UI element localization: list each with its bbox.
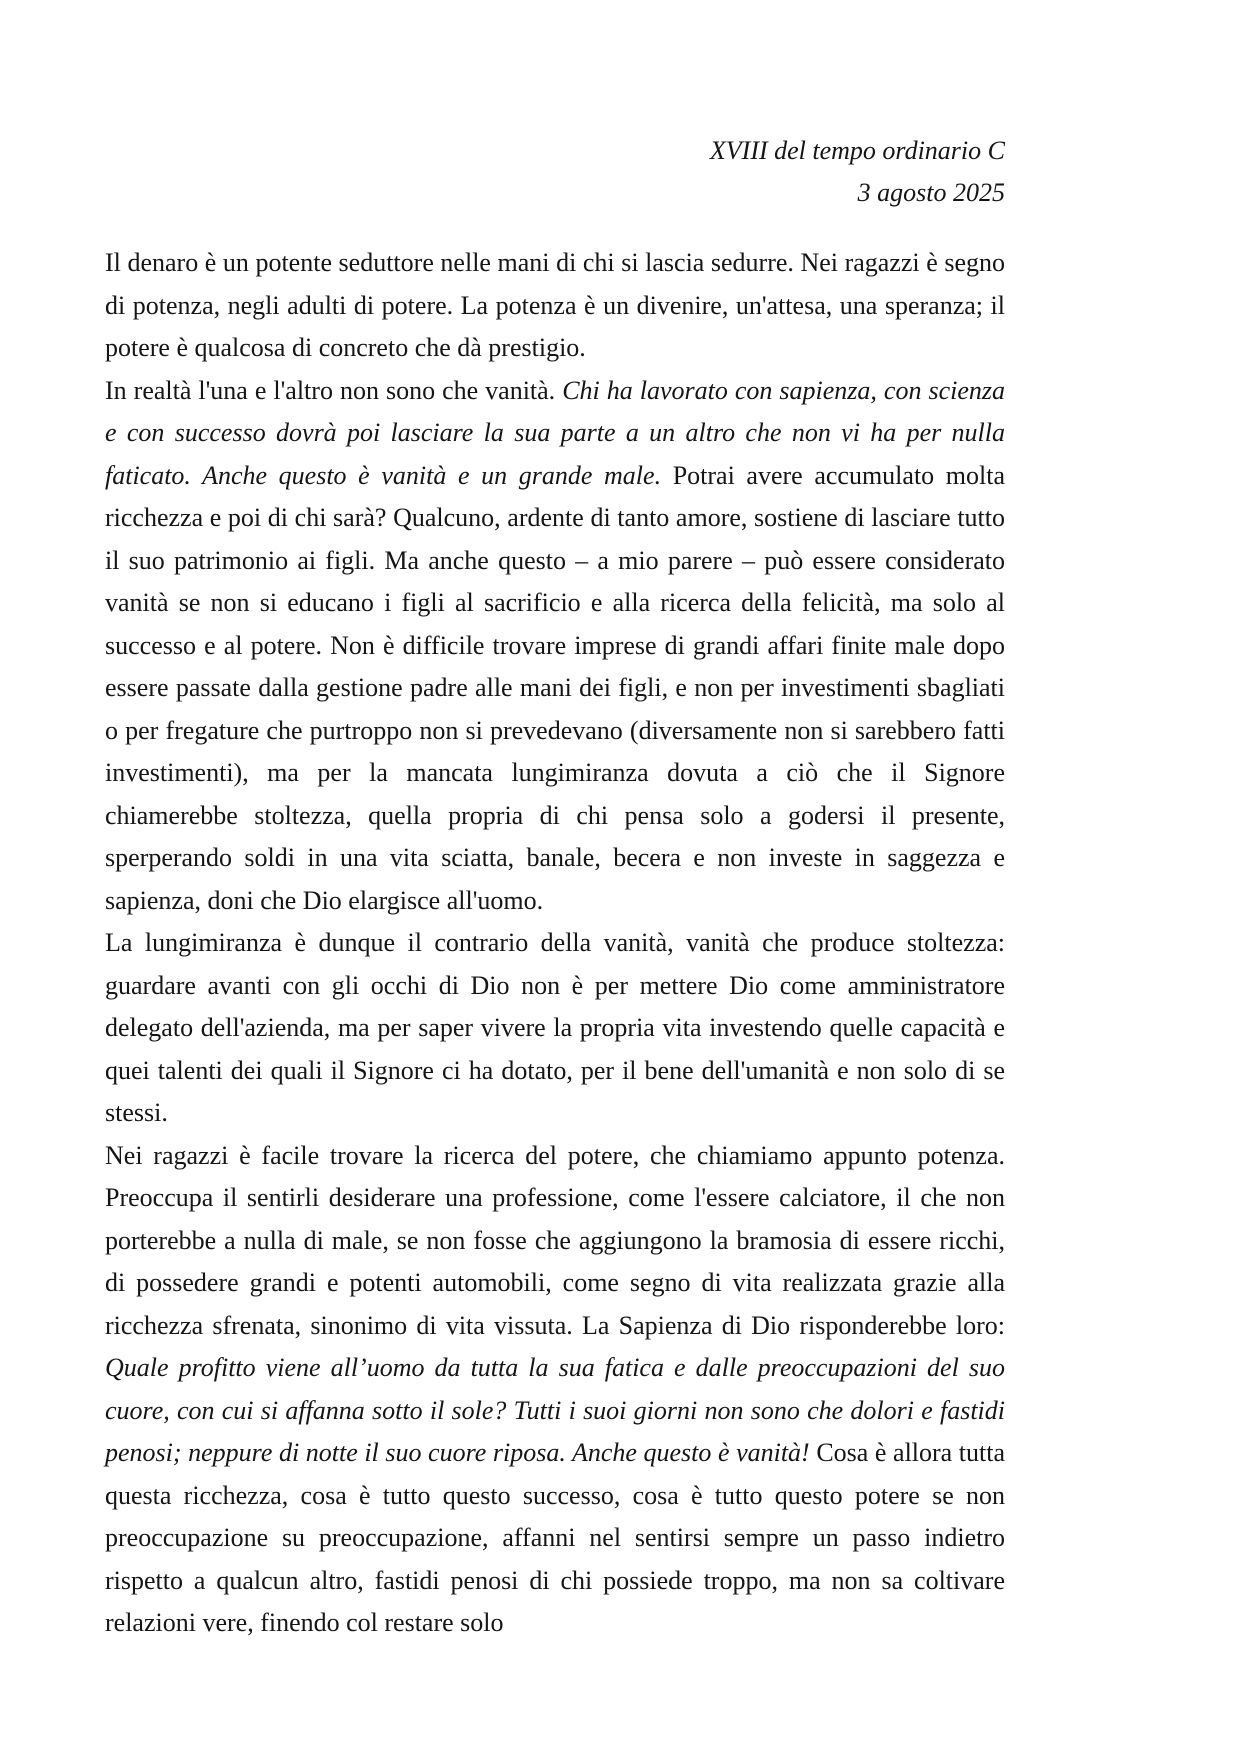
paragraph [105,922,1005,1135]
text-run: In realtà l'una e l'altro non sono che vanità. [105,375,563,405]
document-body [105,242,1005,1645]
paragraph [105,1135,1005,1645]
italic-text-run: Quale profitto viene all’uomo da tutta la sua fatica e dalle preoccupazioni del suo cuore, con cui si affanna sotto il sole? Tutti i suoi giorni non sono che dolori e fastidi penosi; neppure di notte il suo cuore riposa. Anche questo è vanità! [105,1353,1005,1467]
paragraph [105,242,1005,370]
document-header [105,130,1005,214]
text-run: Nei ragazzi è facile trovare la ricerca del potere, che chiamiamo appunto potenza. Preoccupa il sentirli desiderare una professione, come l'essere calciatore, il che non porterebbe a nulla di male, se non fosse che aggiungono la bramosia di essere ricchi, di possedere grandi e potenti automobili, come segno di vita realizzata grazie alla ricchezza sfrenata, sinonimo di vita vissuta. La Sapienza di Dio risponderebbe loro: [105,1140,1005,1340]
italic-text-run: Chi ha lavorato con sapienza, con scienza e con successo dovrà poi lasciare la sua parte a un altro che non vi ha per nulla faticato. Anche questo è vanità e un grande male. [105,375,1005,490]
text-run: Potrai avere accumulato molta ricchezza e poi di chi sarà? Qualcuno, ardente di tanto amore, sostiene di lasciare tutto il suo patrimonio ai figli. Ma anche questo – a mio parere – può essere considerato vanità se non si educano i figli al sacrificio e alla ricerca della felicità, ma solo al successo e al potere. Non è difficile trovare imprese di grandi affari finite male dopo essere passate dalla gestione padre alle mani dei figli, e non per investimenti sbagliati o per fregature che purtroppo non si prevedevano (diversamente non si sarebbero fatti investimenti), ma per la mancata lungimiranza dovuta a ciò che il Signore chiamerebbe stoltezza, quella propria di chi pensa solo a godersi il presente, sperperando soldi in una vita sciatta, banale, becera e non investe in saggezza e sapienza, doni che Dio elargisce all'uomo. [105,460,1005,915]
text-run: Cosa è allora tutta questa ricchezza, cosa è tutto questo successo, cosa è tutto questo potere se non preoccupazione su preoccupazione, affanni nel sentirsi sempre un passo indietro rispetto a qualcun altro, fastidi penosi di chi possiede troppo, ma non sa coltivare relazioni vere, finendo col restare solo [105,1438,1006,1637]
header-liturgical-title: XVIII del tempo ordinario C [709,136,1005,165]
paragraph [105,370,1005,923]
text-run: La lungimiranza è dunque il contrario della vanità, vanità che produce stoltezza: guardare avanti con gli occhi di Dio non è per mettere Dio come amministratore delegato dell'azienda, ma per saper vivere la propria vita investendo quelle capacità e quei talenti dei quali il Signore ci ha dotato, per il bene dell'umanità e non solo di se stessi. [105,928,1005,1127]
header-date: 3 agosto 2025 [857,178,1005,207]
text-run: Il denaro è un potente seduttore nelle mani di chi si lascia sedurre. Nei ragazzi è segno di potenza, negli adulti di potere. La potenza è un divenire, un'attesa, una speranza; il potere è qualcosa di concreto che dà prestigio. [105,248,1005,362]
